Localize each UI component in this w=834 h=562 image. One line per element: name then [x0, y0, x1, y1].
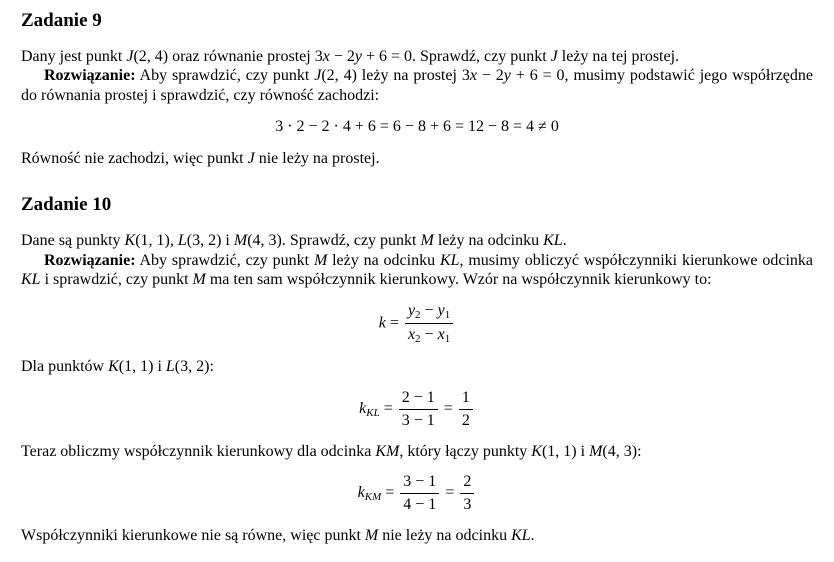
text-run: i sprawdzić, czy punkt [40, 271, 193, 289]
fraction [399, 389, 438, 430]
text-run: leży na odcinku [327, 251, 440, 269]
fraction-denominator [400, 494, 439, 514]
math-text: 3 − 1 [401, 411, 435, 429]
equation [21, 302, 813, 346]
text-run: Równość nie zachodzi, więc punkt [21, 149, 248, 167]
math-text: 2 [461, 411, 470, 429]
text-run: leży na tej prostej. [557, 47, 680, 65]
fraction [400, 473, 439, 514]
fraction-numerator [459, 389, 473, 410]
math-subscript: KM [364, 491, 382, 504]
math-variable: J [550, 47, 558, 65]
math-variable: L [165, 358, 175, 376]
math-variable: J [314, 67, 322, 85]
text-run: (2, 4) oraz równanie prostej 3 [133, 47, 323, 65]
math-variable: y [503, 67, 511, 85]
math-variable: y [437, 301, 445, 319]
math-text: 4 − 1 [403, 496, 437, 514]
problem-heading: Zadanie 10 [21, 194, 112, 216]
text-run: (3, 2): [174, 358, 214, 376]
problem-heading: Zadanie 9 [21, 10, 102, 31]
text-run: Współczynniki kierunkowe nie są równe, więc punkt [21, 527, 365, 545]
fraction [405, 302, 453, 346]
math-variable: k [378, 314, 386, 332]
fraction-denominator [460, 494, 474, 514]
text-run: . [562, 232, 567, 250]
math-subscript: 1 [444, 308, 451, 321]
math-variable: x [469, 67, 477, 85]
text-run: (1, 1), [135, 232, 178, 250]
bold-lead-text: Rozwiązanie: [44, 67, 136, 85]
math-variable: k [357, 484, 365, 502]
math-variable: KL [21, 271, 41, 289]
text-run: nie leży na prostej. [254, 149, 380, 167]
fraction [460, 473, 474, 514]
text-run: Dane są punkty [21, 232, 125, 250]
text-run: (4, 3): [602, 442, 642, 460]
math-variable: K [108, 358, 119, 376]
math-variable: M [313, 251, 328, 269]
text-run: + 6 = 0. Sprawdź, czy punkt [361, 47, 551, 65]
text-run: . [530, 527, 535, 545]
math-variable: M [192, 271, 206, 289]
paragraph [21, 526, 813, 546]
math-variable: M [233, 232, 248, 250]
math-variable: J [247, 149, 255, 167]
math-subscript: 2 [415, 308, 421, 321]
math-text: − [420, 326, 438, 344]
text-run: (1, 1) i [118, 358, 166, 376]
math-variable: KL [543, 232, 563, 250]
math-variable: M [364, 527, 379, 545]
math-variable: k [359, 399, 367, 417]
math-variable: M [420, 232, 434, 250]
math-text: 3 · 2 − 2 · 4 + 6 = 6 − 8 + 6 = 12 − 8 = 4 ≠ 0 [275, 118, 559, 136]
text-run: nie leży na odcinku [378, 527, 512, 545]
math-variable: x [437, 326, 445, 344]
equation [21, 389, 813, 430]
equation [21, 117, 813, 137]
fraction-numerator [400, 473, 439, 494]
text-run: − 2 [476, 67, 504, 85]
paragraph [21, 357, 813, 377]
problem-section [21, 11, 813, 168]
math-variable: x [407, 326, 416, 344]
math-text: 3 − 1 [403, 473, 437, 491]
fraction-numerator [460, 473, 474, 494]
bold-lead-text: Rozwiązanie: [44, 251, 136, 269]
paragraph [21, 251, 813, 290]
text-run: (2, 4) leży na prostej 3 [321, 67, 470, 85]
text-run: (4, 3). Sprawdź, czy punkt [247, 232, 421, 250]
text-run: (3, 2) i [186, 232, 234, 250]
math-variable: K [531, 442, 542, 460]
text-run: Dany jest punkt [21, 47, 127, 65]
text-run: − 2 [329, 47, 355, 65]
paragraph [21, 442, 813, 462]
text-run: + 6 = 0, musimy podstawić jego współrzędne do równania prostej i sprawdzić, czy równość zachodzi: [21, 67, 814, 104]
math-text: 1 [461, 388, 470, 406]
math-text: = [441, 484, 459, 502]
math-variable: KL [511, 527, 531, 545]
math-text: = [439, 399, 457, 417]
math-subscript: 1 [444, 333, 451, 346]
fraction-denominator [399, 410, 438, 430]
text-run: , musimy obliczyć współczynniki kierunkowe odcinka [459, 251, 813, 269]
text-run: Aby sprawdzić, czy punkt [135, 67, 315, 85]
paragraph [21, 149, 813, 169]
text-run: ma ten sam współczynnik kierunkowy. Wzór na współczynnik kierunkowy to: [205, 271, 712, 289]
math-text: = [385, 314, 403, 332]
math-variable: J [126, 47, 134, 65]
math-variable: M [589, 442, 603, 460]
paragraph [21, 66, 813, 105]
math-text: = [379, 399, 397, 417]
fraction [459, 389, 473, 430]
math-text: − [420, 301, 438, 319]
math-variable: L [177, 232, 187, 250]
math-text: 2 − 1 [401, 388, 435, 406]
math-text: 3 [463, 496, 472, 514]
text-run: Teraz obliczmy współczynnik kierunkowy dla odcinka [21, 442, 376, 460]
math-variable: KL [439, 251, 460, 269]
math-variable: x [322, 47, 330, 65]
problem-section [21, 195, 813, 545]
fraction-denominator [405, 324, 453, 345]
paragraph [21, 47, 813, 67]
text-run: Dla punktów [21, 358, 109, 376]
math-variable: K [124, 232, 136, 250]
math-subscript: 2 [415, 333, 421, 346]
text-run: Aby sprawdzić, czy punkt [135, 251, 314, 269]
math-subscript: KL [366, 406, 380, 419]
math-text: = [381, 484, 399, 502]
math-variable: KM [375, 442, 400, 460]
paragraph [21, 231, 813, 251]
fraction-numerator [399, 389, 438, 410]
text-run: , który łączy punkty [399, 442, 532, 460]
math-variable: y [407, 301, 416, 319]
fraction-numerator [405, 302, 453, 324]
text-run: leży na odcinku [433, 232, 544, 250]
math-variable: y [354, 47, 362, 65]
equation [21, 473, 813, 514]
math-text: 2 [463, 473, 472, 491]
fraction-denominator [459, 410, 473, 430]
text-run: (1, 1) i [541, 442, 590, 460]
